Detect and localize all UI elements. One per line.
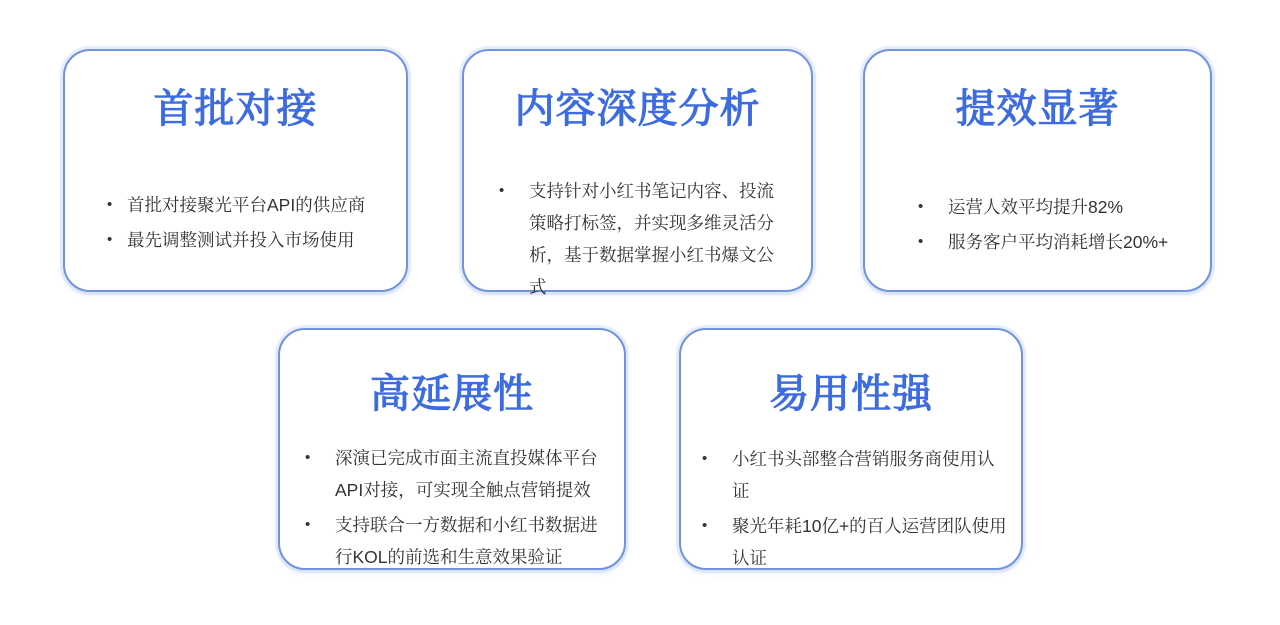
bullet-dot-icon: • [918, 198, 924, 215]
bullet-dot-icon: • [107, 196, 113, 213]
card-title: 首批对接 [153, 87, 318, 131]
bullet-text: 深演已完成市面主流直投媒体平台API对接，可实现全触点营销提效 [335, 448, 598, 500]
bullet-list [65, 189, 406, 256]
list-item [702, 443, 1011, 507]
bullet-list [681, 443, 1021, 574]
card-first-batch-integration [63, 49, 408, 292]
bullet-list [280, 442, 624, 573]
card-significant-efficiency [863, 49, 1212, 292]
bullet-text: 支持联合一方数据和小红书数据进行KOL的前选和生意效果验证 [335, 515, 598, 567]
bullet-dot-icon: • [107, 231, 113, 248]
list-item [305, 442, 600, 506]
bullet-text: 聚光年耗10亿+的百人运营团队使用认证 [732, 516, 1007, 568]
bullet-dot-icon: • [305, 449, 311, 466]
bullet-text: 运营人效平均提升82% [948, 197, 1124, 217]
card-title: 内容深度分析 [514, 87, 761, 131]
bullet-text: 最先调整测试并投入市场使用 [127, 230, 355, 250]
card-high-extensibility [278, 328, 626, 570]
list-item [107, 189, 386, 221]
list-item [918, 226, 1192, 258]
card-title: 提效显著 [955, 87, 1120, 131]
list-item [305, 509, 600, 573]
bullet-text: 支持针对小红书笔记内容、投流策略打标签，并实现多维灵活分析，基于数据掌握小红书爆文公式 [529, 181, 774, 297]
bullet-text: 首批对接聚光平台API的供应商 [127, 195, 366, 215]
list-item [499, 175, 791, 303]
bullet-text: 服务客户平均消耗增长20%+ [948, 232, 1169, 252]
list-item [918, 191, 1192, 223]
bullet-dot-icon: • [499, 182, 505, 199]
list-item [107, 224, 386, 256]
bullet-list [464, 175, 811, 303]
card-easy-to-use [679, 328, 1023, 570]
bullet-dot-icon: • [918, 233, 924, 250]
bullet-dot-icon: • [702, 517, 708, 534]
bullet-dot-icon: • [305, 516, 311, 533]
card-title: 易用性强 [769, 372, 933, 416]
bullet-list [865, 191, 1210, 258]
card-title: 高延展性 [370, 372, 534, 416]
list-item [702, 510, 1011, 574]
card-content-deep-analysis [462, 49, 813, 297]
bullet-dot-icon: • [702, 450, 708, 467]
bullet-text: 小红书头部整合营销服务商使用认证 [732, 449, 995, 501]
